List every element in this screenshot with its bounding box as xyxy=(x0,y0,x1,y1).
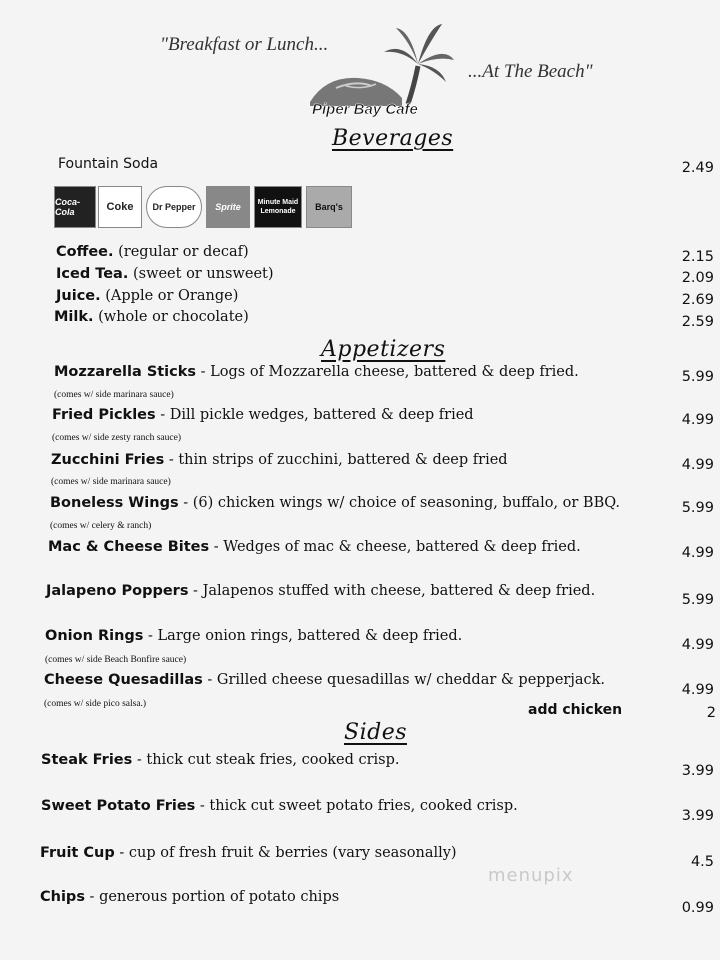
menu-item-note: (comes w/ side marinara sauce) xyxy=(54,390,174,400)
fountain-soda-price: 2.49 xyxy=(681,160,714,176)
menu-item: Chips - generous portion of potato chips xyxy=(40,889,340,905)
menu-item-price: 2.09 xyxy=(681,270,714,286)
barqs-logo: Barq's xyxy=(306,186,352,228)
menu-item-price: 0.99 xyxy=(681,900,714,916)
menu-item: Iced Tea. (sweet or unsweet) xyxy=(56,266,274,282)
menu-item-note: (comes w/ side Beach Bonfire sauce) xyxy=(45,655,187,665)
menu-item: Mac & Cheese Bites - Wedges of mac & cheese, battered & deep fried. xyxy=(48,539,581,555)
menu-item-price: 5.99 xyxy=(681,369,714,385)
menu-item-note: (comes w/ side marinara sauce) xyxy=(51,477,171,487)
menu-item: Onion Rings - Large onion rings, battered & deep fried. xyxy=(45,628,463,644)
menu-item: Sweet Potato Fries - thick cut sweet potato fries, cooked crisp. xyxy=(41,798,518,814)
menu-item: Cheese Quesadillas - Grilled cheese quesadillas w/ cheddar & pepperjack. xyxy=(44,672,606,688)
menu-item: Mozzarella Sticks - Logs of Mozzarella cheese, battered & deep fried. xyxy=(54,364,579,380)
menu-item: Fruit Cup - cup of fresh fruit & berries (vary seasonally) xyxy=(40,845,457,861)
menu-item-price: 4.99 xyxy=(681,457,714,473)
section-title-sides: Sides xyxy=(344,720,407,745)
cafe-name-text: Piper Bay Cafe xyxy=(312,101,418,118)
menu-item: Steak Fries - thick cut steak fries, cooked crisp. xyxy=(41,752,400,768)
menu-item: Boneless Wings - (6) chicken wings w/ choice of seasoning, buffalo, or BBQ. xyxy=(50,495,621,511)
menu-item-price: 4.99 xyxy=(681,637,714,653)
menu-item-price: 5.99 xyxy=(681,500,714,516)
watermark: menupix xyxy=(488,865,574,886)
tagline-right: ...At The Beach" xyxy=(468,61,593,82)
minute-maid-lemonade-logo: Minute Maid Lemonade xyxy=(254,186,302,228)
coke-logo: Coke xyxy=(98,186,142,228)
menu-item-price: 3.99 xyxy=(681,808,714,824)
fountain-soda-label: Fountain Soda xyxy=(58,156,159,172)
menu-item-price: 4.99 xyxy=(681,545,714,561)
menu-item: Fried Pickles - Dill pickle wedges, battered & deep fried xyxy=(52,407,474,423)
coca-cola-logo: Coca-Cola xyxy=(54,186,96,228)
menu-item-price: 2.59 xyxy=(681,314,714,330)
menu-item-price: 4.99 xyxy=(681,412,714,428)
add-chicken-price: 2 xyxy=(706,705,716,721)
section-title-appetizers: Appetizers xyxy=(321,337,446,362)
menu-item: Milk. (whole or chocolate) xyxy=(54,309,249,325)
menu-item-price: 5.99 xyxy=(681,592,714,608)
menu-item: Zucchini Fries - thin strips of zucchini, battered & deep fried xyxy=(51,452,508,468)
menu-item-price: 2.15 xyxy=(681,249,714,265)
menu-item-price: 2.69 xyxy=(681,292,714,308)
tagline-left: "Breakfast or Lunch... xyxy=(160,34,329,55)
menu-item-note: (comes w/ side zesty ranch sauce) xyxy=(52,433,181,443)
menu-item-note: (comes w/ celery & ranch) xyxy=(50,521,152,531)
menu-item: Coffee. (regular or decaf) xyxy=(56,244,249,260)
menu-item-note: (comes w/ side pico salsa.) xyxy=(44,699,147,709)
cafe-logo xyxy=(306,16,456,120)
menu-item-price: 4.99 xyxy=(681,682,714,698)
sprite-logo: Sprite xyxy=(206,186,250,228)
add-chicken-label: add chicken xyxy=(528,702,623,718)
menu-item: Juice. (Apple or Orange) xyxy=(56,288,239,304)
menu-item: Jalapeno Poppers - Jalapenos stuffed with cheese, battered & deep fried. xyxy=(46,583,596,599)
section-title-beverages: Beverages xyxy=(332,126,454,151)
dr-pepper-logo: Dr Pepper xyxy=(146,186,202,228)
menu-item-price: 3.99 xyxy=(681,763,714,779)
menu-item-price: 4.5 xyxy=(690,854,714,870)
